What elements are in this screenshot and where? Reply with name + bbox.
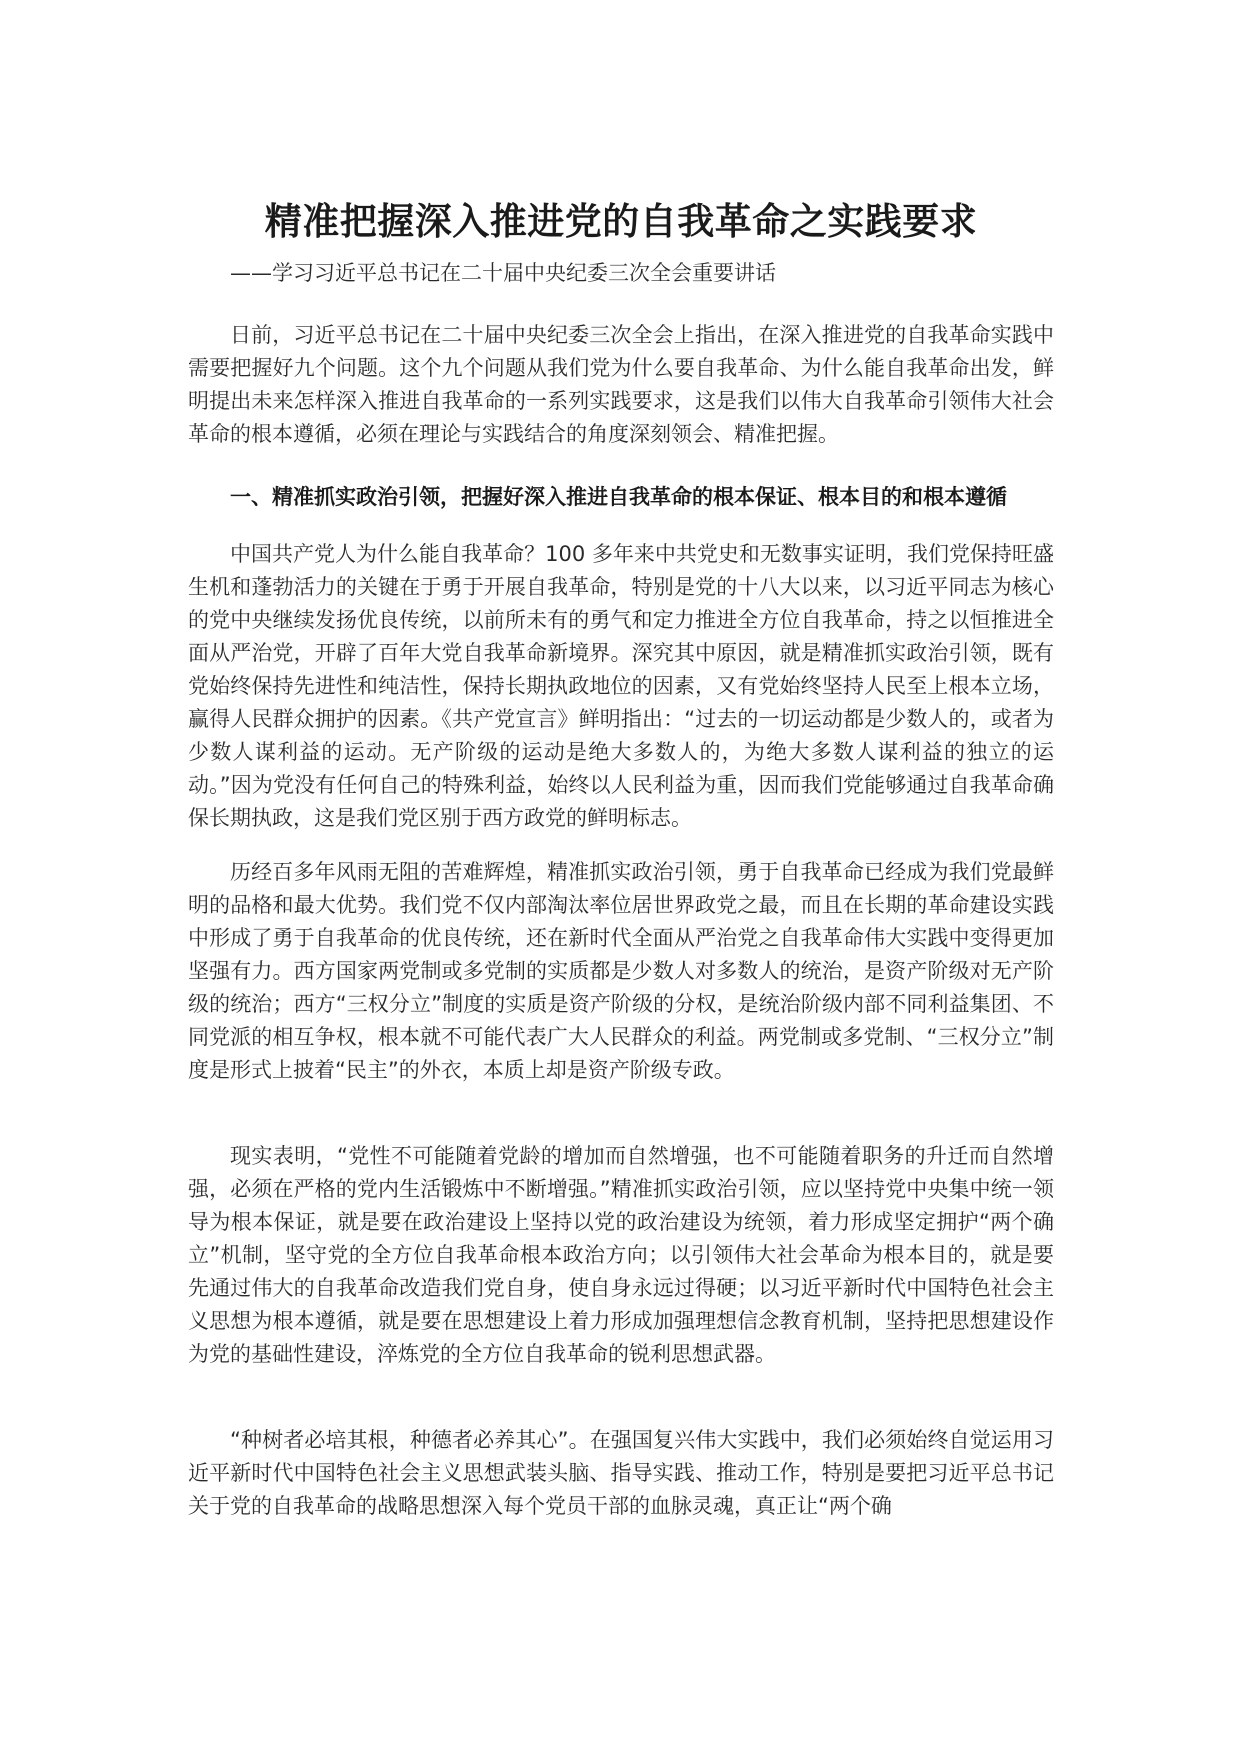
section-heading: 一、精准抓实政治引领，把握好深入推进自我革命的根本保证、根本目的和根本遵循 <box>230 485 1007 509</box>
body-paragraph-1: 中国共产党人为什么能自我革命？100 多年来中共党史和无数事实证明，我们党保持旺盛生机和蓬勃活力的关键在于勇于开展自我革命，特别是党的十八大以来，以习近平同志为核心的党中央继续发扬优良传统，以前所未有的勇气和定力推进全方位自我革命，持之以恒推进全面从严治党，开辟了百年大党自我革命新境界。深究其中原因，就是精准抓实政治引领，既有党始终保持先进性和纯洁性，保持长期执政地位的因素，又有党始终坚持人民至上根本立场，赢得人民群众拥护的因素。《共产党宣言》鲜明指出：“过去的一切运动都是少数人的，或者为少数人谋利益的运动。无产阶级的运动是绝大多数人的，为绝大多数人谋利益的独立的运动。”因为党没有任何自己的特殊利益，始终以人民利益为重，因而我们党能够通过自我革命确保长期执政，这是我们党区别于西方政党的鲜明标志。 <box>188 542 1054 830</box>
document-subtitle: ——学习习近平总书记在二十届中央纪委三次全会重要讲话 <box>230 261 776 285</box>
body-paragraph-3: 现实表明，“党性不可能随着党龄的增加而自然增强，也不可能随着职务的升迁而自然增强，必须在严格的党内生活锻炼中不断增强。”精准抓实政治引领，应以坚持党中央集中统一领导为根本保证，就是要在政治建设上坚持以党的政治建设为统领，着力形成坚定拥护“两个确立”机制，坚守党的全方位自我革命根本政治方向；以引领伟大社会革命为根本目的，就是要先通过伟大的自我革命改造我们党自身，使自身永远过得硬；以习近平新时代中国特色社会主义思想为根本遵循，就是要在思想建设上着力形成加强理想信念教育机制，坚持把思想建设作为党的基础性建设，淬炼党的全方位自我革命的锐利思想武器。 <box>188 1144 1054 1366</box>
body-paragraph-4: “种树者必培其根，种德者必养其心”。在强国复兴伟大实践中，我们必须始终自觉运用习近平新时代中国特色社会主义思想武装头脑、指导实践、推动工作，特别是要把习近平总书记关于党的自我革命的战略思想深入每个党员干部的血脉灵魂，真正让“两个确 <box>188 1428 1054 1518</box>
body-paragraph-2: 历经百多年风雨无阻的苦难辉煌，精准抓实政治引领，勇于自我革命已经成为我们党最鲜明的品格和最大优势。我们党不仅内部淘汰率位居世界政党之最，而且在长期的革命建设实践中形成了勇于自我革命的优良传统，还在新时代全面从严治党之自我革命伟大实践中变得更加坚强有力。西方国家两党制或多党制的实质都是少数人对多数人的统治，是资产阶级对无产阶级的统治；西方“三权分立”制度的实质是资产阶级的分权，是统治阶级内部不同利益集团、不同党派的相互争权，根本就不可能代表广大人民群众的利益。两党制或多党制、“三权分立”制度是形式上披着“民主”的外衣，本质上却是资产阶级专政。 <box>188 860 1054 1082</box>
document-title: 精准把握深入推进党的自我革命之实践要求 <box>264 199 978 243</box>
intro-paragraph: 日前，习近平总书记在二十届中央纪委三次全会上指出，在深入推进党的自我革命实践中需要把握好九个问题。这个九个问题从我们党为什么要自我革命、为什么能自我革命出发，鲜明提出未来怎样深入推进自我革命的一系列实践要求，这是我们以伟大自我革命引领伟大社会革命的根本遵循，必须在理论与实践结合的角度深刻领会、精准把握。 <box>188 323 1054 446</box>
